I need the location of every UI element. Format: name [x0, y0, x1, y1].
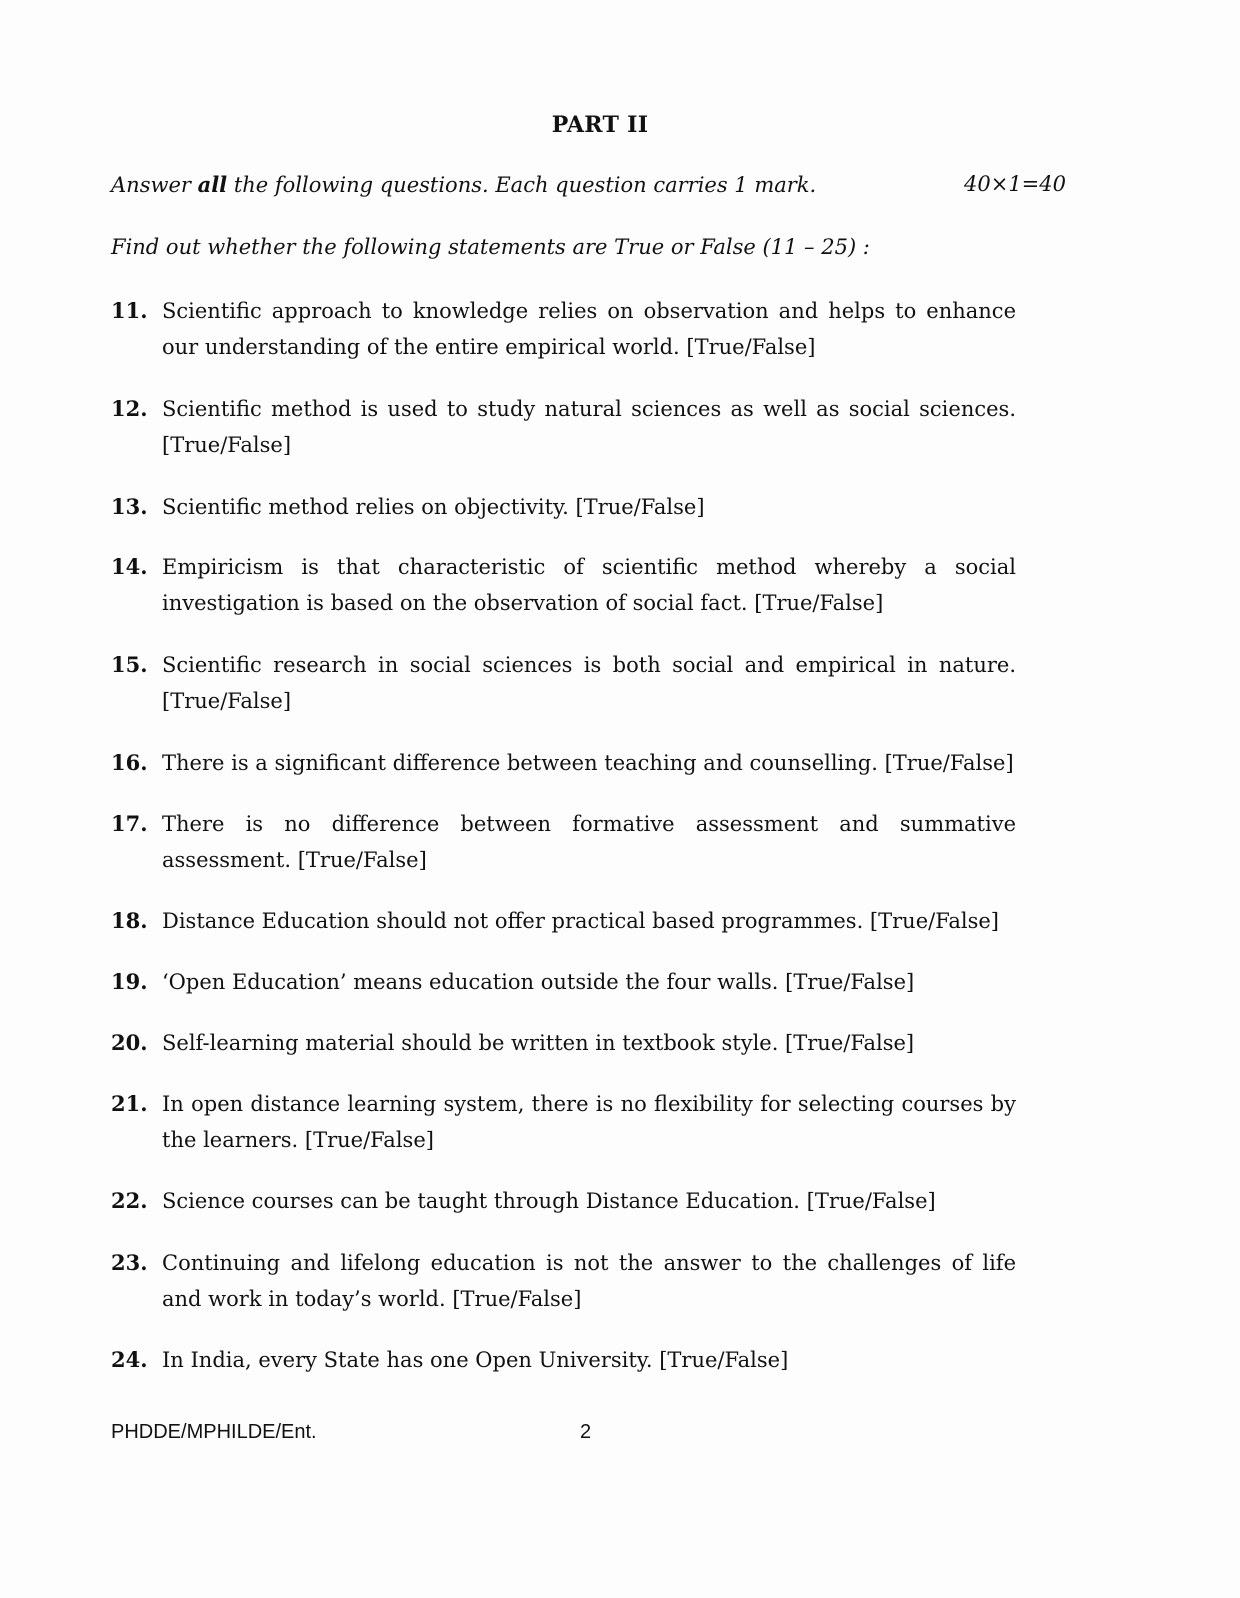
part-title: PART II: [551, 112, 649, 138]
question-18: [111, 903, 1016, 939]
question-20: [111, 1025, 1016, 1061]
question-12: [111, 391, 1016, 463]
question-19: [111, 964, 1016, 1000]
question-number: 21.: [111, 1091, 148, 1116]
question-text: Self-learning material should be written in textbook style. [True/False]: [162, 1031, 915, 1055]
question-number: 11.: [111, 298, 148, 323]
question-text: There is a significant difference between teaching and counselling. [True/False]: [162, 751, 1014, 775]
question-text: Scientific approach to knowledge relies on observation and helps to enhance our understanding of the entire empirical world. [True/False]: [162, 299, 1016, 359]
question-text: Distance Education should not offer practical based programmes. [True/False]: [162, 909, 999, 933]
question-17: [111, 806, 1016, 878]
question-number: 23.: [111, 1250, 148, 1275]
question-21: [111, 1086, 1016, 1158]
question-16: [111, 745, 1016, 781]
question-number: 20.: [111, 1030, 148, 1055]
instruction-suffix: the following questions. Each question carries 1 mark.: [227, 173, 817, 197]
marks-allocation: 40×1=40: [964, 172, 1066, 196]
question-23: [111, 1245, 1016, 1317]
question-text: Scientific method is used to study natural sciences as well as social sciences. [True/False]: [162, 397, 1016, 457]
question-number: 15.: [111, 652, 148, 677]
question-number: 13.: [111, 494, 148, 519]
question-number: 16.: [111, 750, 148, 775]
question-15: [111, 647, 1016, 719]
question-11: [111, 293, 1016, 365]
question-number: 22.: [111, 1188, 148, 1213]
footer-page-number: 2: [580, 1421, 592, 1443]
question-text: Empiricism is that characteristic of scientific method whereby a social investigation is based on the observation of social fact. [True/False]: [162, 555, 1016, 615]
question-text: There is no difference between formative assessment and summative assessment. [True/False]: [162, 812, 1016, 872]
question-24: [111, 1342, 1016, 1378]
question-text: Continuing and lifelong education is not the answer to the challenges of life and work in today’s world. [True/False]: [162, 1251, 1016, 1311]
question-number: 19.: [111, 969, 148, 994]
question-number: 18.: [111, 908, 148, 933]
question-13: [111, 489, 1016, 525]
footer-course-code: PHDDE/MPHILDE/Ent.: [111, 1421, 317, 1443]
question-text: In open distance learning system, there is no flexibility for selecting courses by the learners. [True/False]: [162, 1092, 1016, 1152]
question-text: Scientific research in social sciences is both social and empirical in nature. [True/False]: [162, 653, 1016, 713]
question-text: Science courses can be taught through Distance Education. [True/False]: [162, 1189, 936, 1213]
question-22: [111, 1183, 1016, 1219]
question-number: 17.: [111, 811, 148, 836]
question-text: Scientific method relies on objectivity. [True/False]: [162, 495, 705, 519]
question-14: [111, 549, 1016, 621]
question-number: 12.: [111, 396, 148, 421]
question-text: In India, every State has one Open University. [True/False]: [162, 1348, 789, 1372]
instruction-prefix: Answer: [111, 173, 198, 197]
question-text: ‘Open Education’ means education outside the four walls. [True/False]: [162, 970, 915, 994]
instruction-bold: all: [197, 172, 228, 197]
instruction-text: [111, 172, 816, 197]
question-number: 14.: [111, 554, 148, 579]
question-number: 24.: [111, 1347, 148, 1372]
sub-instruction: Find out whether the following statements are True or False (11 – 25) :: [111, 235, 870, 259]
